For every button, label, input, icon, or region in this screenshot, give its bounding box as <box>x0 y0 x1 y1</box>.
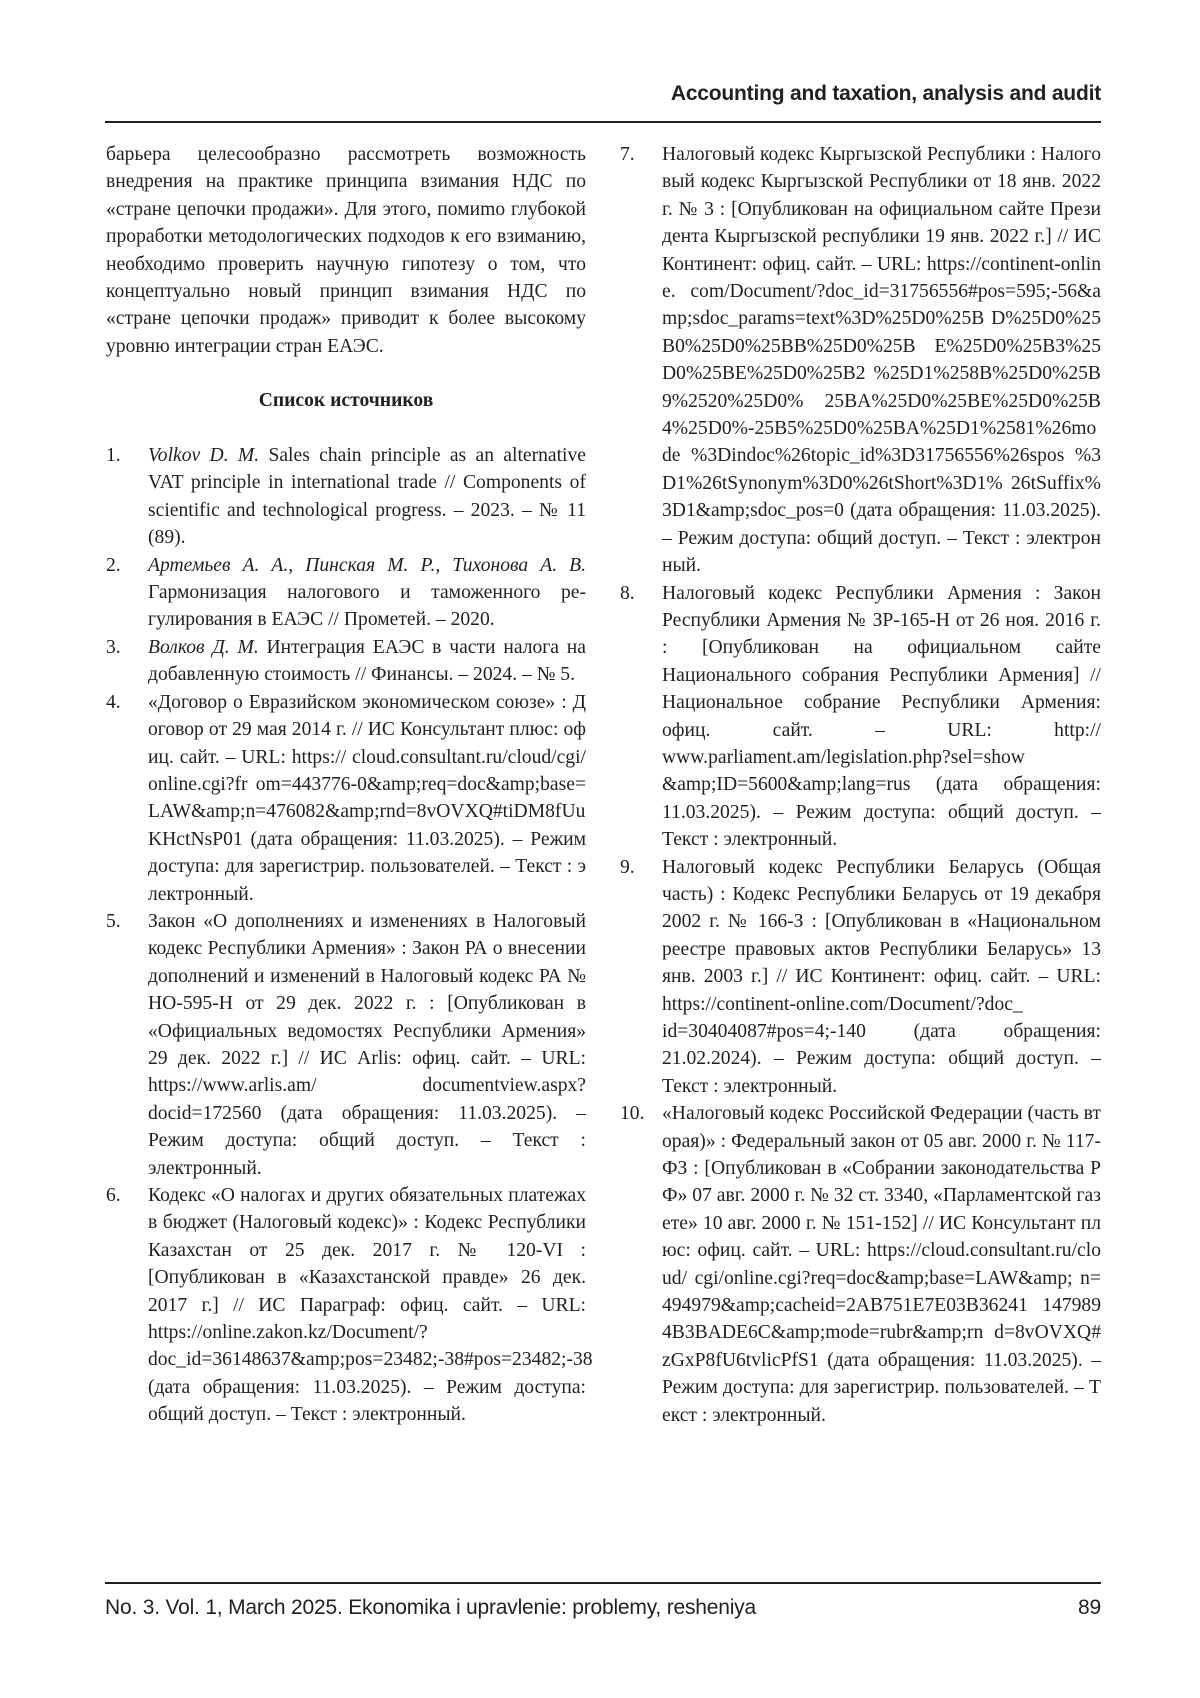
reference-number: 6. <box>106 1185 121 1207</box>
references-list-right <box>620 141 1101 1429</box>
reference-number: 1. <box>106 445 121 467</box>
reference-text: Кодекс «О налогах и других обязательных платежах в бюджет (Налоговый кодекс)» : Кодекс Республики Казахстан от 25 дек. 2017 г. № 120-VI : [Опубликован в «Казахстанской правде» 26 дек. 2017 г.] // ИС Параграф: офиц. сайт. – URL: https://online.zakon.kz/Document/?doc_id=36148637&amp;pos=23482;-38#pos=23482;-38 (дата обращения: 11.03.2025). – Режим доступа: общий доступ. – Текст : электронный. <box>148 1185 593 1426</box>
reference-text: «Налоговый кодекс Российской Федерации (часть вторая)» : Федеральный закон от 05 авг. 2000 г. № 117-ФЗ : [Опубликован в «Собрании законодательства РФ» 07 авг. 2000 г. № 32 ст. 3340, «Парламентской газете» 10 авг. 2000 г. № 151-152] // ИС Консультант плюс: офиц. сайт. – URL: https://cloud.consultant.ru/cloud/ cgi/online.cgi?req=doc&amp;base=LAW&amp; n=494979&amp;cacheid=2AB751E7E03B36241 1479894B3BADE6C&amp;mode=rubr&amp;rn d=8vOVXQ#zGxP8fU6tvlicPfS1 (дата обращения: 11.03.2025). – Режим доступа: для зарегистрир. пользователей. – Текст : электронный. <box>662 1103 1101 1426</box>
reference-number: 4. <box>106 691 121 713</box>
reference-text: «Договор о Евразийском экономическом союзе» : Договор от 29 мая 2014 г. // ИС Консультант плюс: офиц. сайт. – URL: https:// cloud.consultant.ru/cloud/cgi/online.cgi?fr om=443776-0&amp;req=doc&amp;base= LAW&amp;n=476082&amp;rnd=8vOVXQ#tiDM8fUuKHctNsP01 (дата обращения: 11.03.2025). – Режим доступа: для зарегистрир. пользователей. – Текст : электронный. <box>148 691 586 905</box>
reference-number: 8. <box>620 582 635 604</box>
reference-text: Налоговый кодекс Республики Армения : Закон Республики Армения № ЗР-165-Н от 26 ноя. 2016 г. : [Опубликован на официальном сайте Национального собрания Республики Армения] // Национальное собрание Республики Армения: офиц. сайт. – URL: http:// www.parliament.am/legislation.php?sel=show &amp;ID=5600&amp;lang=rus (дата обращения: 11.03.2025). – Режим доступа: общий доступ. – Текст : электронный. <box>662 582 1101 851</box>
left-column <box>106 141 593 1429</box>
right-column <box>620 141 1101 1429</box>
reference-item <box>620 854 1101 1101</box>
reference-number: 7. <box>620 144 635 165</box>
reference-number: 3. <box>106 636 121 658</box>
reference-author: Volkov D. M. <box>148 445 260 467</box>
reference-item <box>106 1182 593 1429</box>
references-heading: Список источников <box>258 390 434 412</box>
reference-text: Интеграция ЕАЭС в части налога на добавленную стоимость // Финансы. – 2024. – № 5. <box>148 636 586 686</box>
reference-item <box>106 634 586 689</box>
reference-item <box>106 442 586 552</box>
reference-item <box>620 1100 1101 1429</box>
reference-text: Налоговый кодекс Кыргызской Республики : Налоговый кодекс Кыргызской Республики от 18 янв. 2022 г. № 3 : [Опубликован на официальном сайте Президента Кыргызской республики 19 янв. 2022 г.] // ИС Континент: офиц. сайт. – URL: https://continent-online. com/Document/?doc_id=31756556#pos=595;-56&amp;sdoc_params=text%3D%25D0%25B D%25D0%25B0%25D0%25BB%25D0%25B E%25D0%25B3%25D0%25BE%25D0%25B2 %25D1%258B%25D0%25B9%2520%25D0% 25BA%25D0%25BE%25D0%25B4%25D0%-25B5%25D0%25BA%25D1%2581%26mode %3Dindoc%26topic_id%3D31756556%26spos %3D1%26tSynonym%3D0%26tShort%3D1% 26tSuffix%3D1&amp;sdoc_pos=0 (дата обращения: 11.03.2025). – Режим доступа: общий доступ. – Текст : электронный. <box>662 144 1101 577</box>
page-footer <box>105 1596 1101 1620</box>
footer-divider <box>105 1582 1101 1584</box>
header-divider <box>105 121 1101 123</box>
reference-number: 5. <box>106 910 121 932</box>
reference-item <box>106 908 586 1182</box>
references-list-left <box>106 442 593 1429</box>
page-number: 89 <box>1078 1596 1101 1619</box>
reference-author: Артемьев А. А., Пинская М. Р., Тихонова А. В. <box>148 554 586 576</box>
journal-citation: No. 3. Vol. 1, March 2025. Ekonomika i upravlenie: problemy, resheniya <box>105 1596 756 1619</box>
reference-text: Гармонизация налогового и таможенного регулирования в ЕАЭС // Прометей. – 2020. <box>148 582 586 631</box>
reference-text: Sales chain principle as an alternative VAT principle in international trade // Components of scientific and technological progress. – 2023. – № 11 (89). <box>148 445 586 549</box>
reference-item <box>106 552 586 634</box>
reference-number: 10. <box>620 1103 645 1125</box>
reference-number: 2. <box>106 554 121 576</box>
reference-item <box>620 141 1101 580</box>
reference-author: Волков Д. М. <box>148 636 259 658</box>
reference-item <box>106 689 586 908</box>
reference-text: Закон «О дополнениях и изменениях в Налоговый кодекс Республики Армения» : Закон РА о внесении дополнений и изменений в Налоговый кодекс РА № НО-595-Н от 29 дек. 2022 г. : [Опубликован в «Официальных ведомостях Республики Армения» 29 дек. 2022 г.] // ИС Arlis: офиц. сайт. – URL: https://www.arlis.am/ documentview.aspx?docid=172560 (дата обращения: 11.03.2025). – Режим доступа: общий доступ. – Текст : электронный. <box>148 910 586 1179</box>
reference-number: 9. <box>620 856 635 878</box>
reference-text: Налоговый кодекс Республики Беларусь (Общая часть) : Кодекс Республики Беларусь от 19 декабря 2002 г. № 166-З : [Опубликован в «Национальном реестре правовых актов Республики Беларусь» 13 янв. 2003 г.] // ИС Континент: офиц. сайт. – URL: https://continent-online.com/Document/?doc_ id=30404087#pos=4;-140 (дата обращения: 21.02.2024). – Режим доступа: общий доступ. – Текст : электронный. <box>662 856 1101 1097</box>
body-paragraph: барьера целесообразно рассмотреть возможность внедрения на практике принципа взимания НДС по «стране цепочки продажи». Для этого, помиmo глубокой проработки методологических подходов к его взиманию, необходимо проверить научную гипотезу о том, что концептуально новый принцип взимания НДС по «стране цепочки продаж» приводит к более высокому уровню интеграции стран ЕАЭС. <box>106 144 586 357</box>
running-header: Accounting and taxation, analysis and audit <box>670 82 1101 105</box>
reference-item <box>620 580 1101 854</box>
